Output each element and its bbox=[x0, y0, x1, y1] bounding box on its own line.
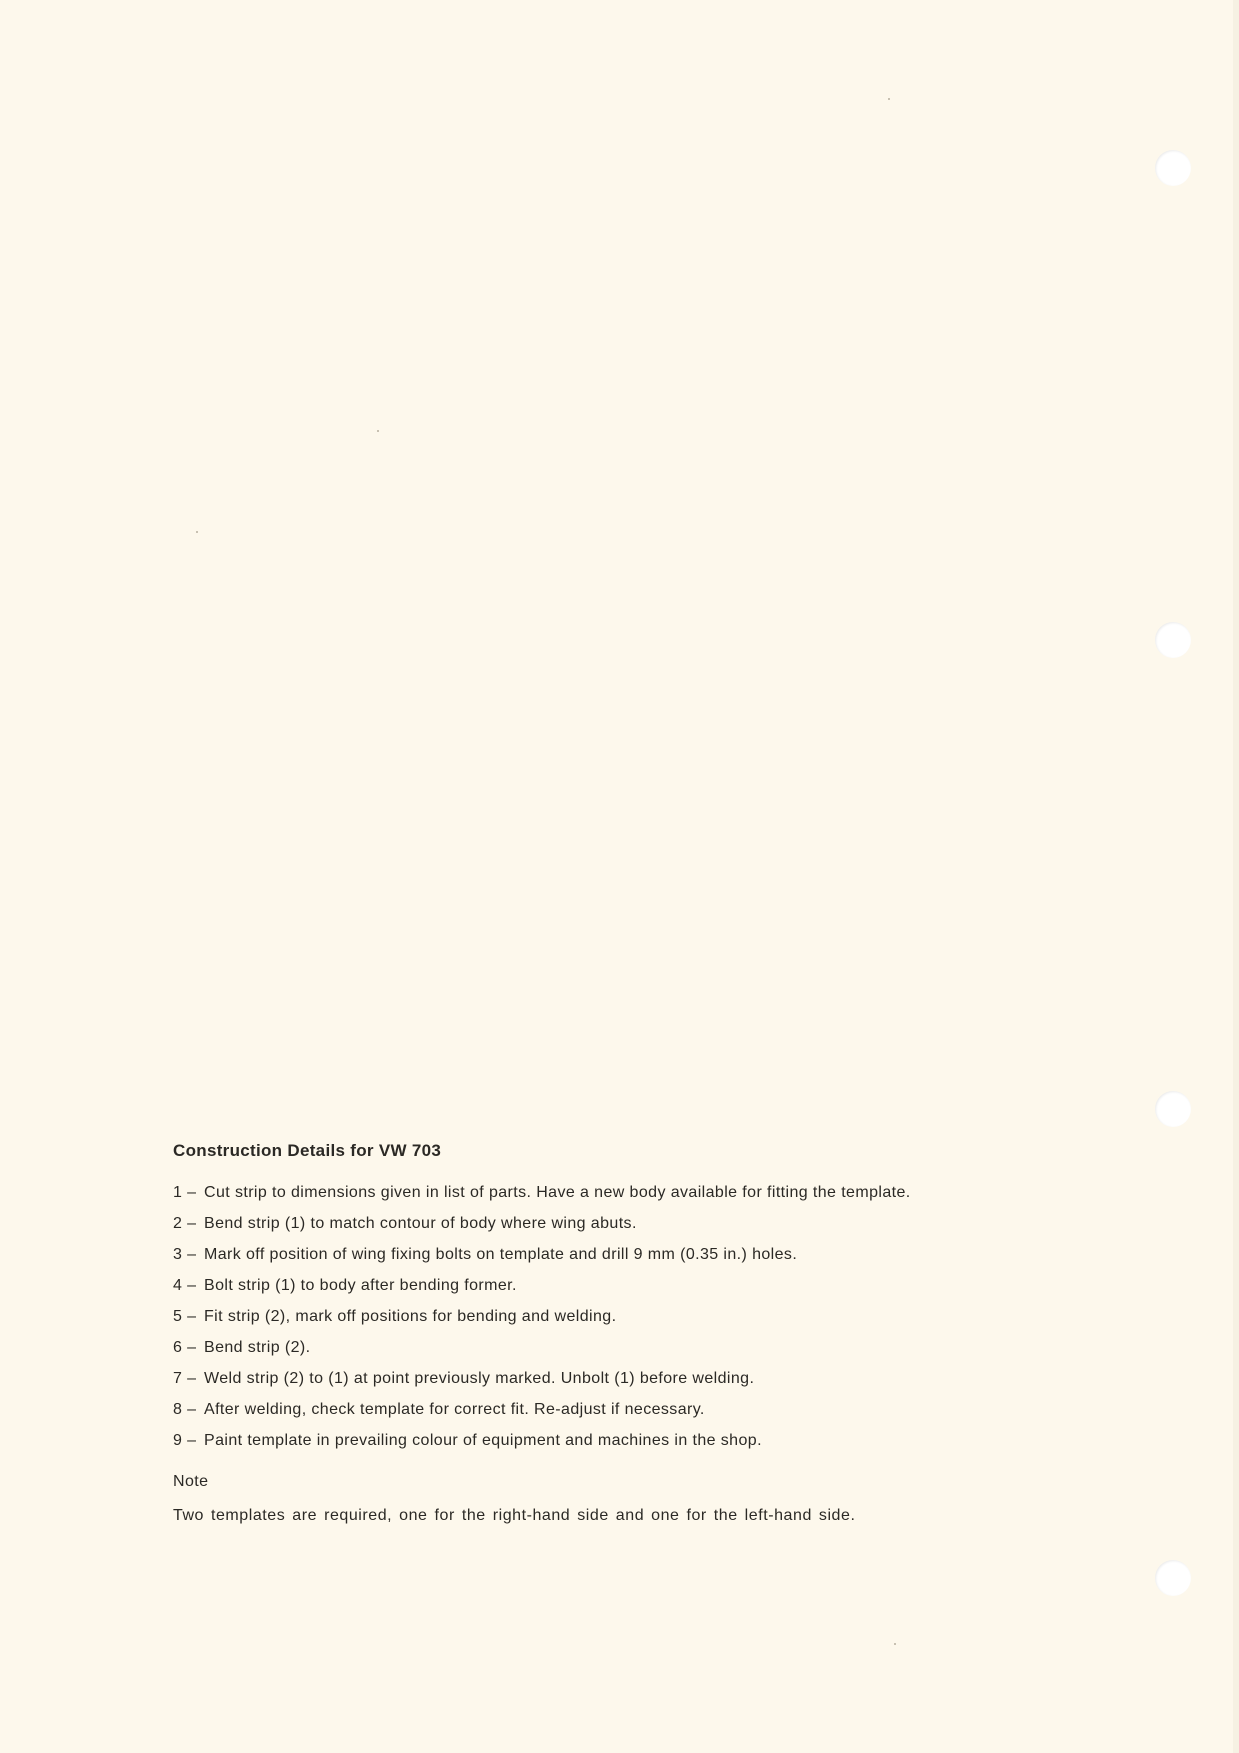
paper-speck bbox=[888, 98, 890, 100]
punch-hole-4 bbox=[1155, 1560, 1191, 1596]
step-text: Bend strip (2). bbox=[204, 1339, 311, 1356]
step-item bbox=[173, 1185, 933, 1201]
step-text: Weld strip (2) to (1) at point previously marked. Unbolt (1) before welding. bbox=[204, 1370, 755, 1387]
note-text: Two templates are required, one for the right-hand side and one for the left-hand side. bbox=[173, 1507, 856, 1524]
step-number: 2 – bbox=[173, 1215, 197, 1232]
step-item bbox=[173, 1247, 933, 1263]
step-item bbox=[173, 1278, 933, 1294]
paper-speck bbox=[377, 430, 379, 432]
punch-hole-2 bbox=[1155, 622, 1191, 658]
step-number: 3 – bbox=[173, 1246, 197, 1263]
punch-hole-1 bbox=[1155, 150, 1191, 186]
step-text: Fit strip (2), mark off positions for bending and welding. bbox=[204, 1308, 617, 1325]
page-edge bbox=[1233, 0, 1239, 1753]
step-item bbox=[173, 1309, 933, 1325]
step-text: Cut strip to dimensions given in list of parts. Have a new body available for fitting the template. bbox=[204, 1184, 911, 1201]
paper-speck bbox=[196, 531, 198, 533]
step-item bbox=[173, 1340, 933, 1356]
step-text: Paint template in prevailing colour of equipment and machines in the shop. bbox=[204, 1432, 762, 1449]
steps-list bbox=[173, 1185, 933, 1449]
section-title: Construction Details for VW 703 bbox=[173, 1141, 442, 1160]
step-number: 9 – bbox=[173, 1432, 197, 1449]
punch-hole-3 bbox=[1155, 1091, 1191, 1127]
step-text: Mark off position of wing fixing bolts on template and drill 9 mm (0.35 in.) holes. bbox=[204, 1246, 798, 1263]
step-number: 7 – bbox=[173, 1370, 197, 1387]
construction-details-section bbox=[173, 1141, 933, 1525]
step-text: Bend strip (1) to match contour of body where wing abuts. bbox=[204, 1215, 637, 1232]
step-number: 5 – bbox=[173, 1308, 197, 1325]
note-heading: Note bbox=[173, 1473, 209, 1490]
step-item bbox=[173, 1216, 933, 1232]
step-item bbox=[173, 1433, 933, 1449]
step-text: After welding, check template for correct fit. Re-adjust if necessary. bbox=[204, 1401, 705, 1418]
step-number: 8 – bbox=[173, 1401, 197, 1418]
step-item bbox=[173, 1371, 933, 1387]
paper-speck bbox=[894, 1643, 896, 1645]
step-item bbox=[173, 1402, 933, 1418]
step-number: 6 – bbox=[173, 1339, 197, 1356]
step-number: 1 – bbox=[173, 1184, 197, 1201]
step-number: 4 – bbox=[173, 1277, 197, 1294]
step-text: Bolt strip (1) to body after bending former. bbox=[204, 1277, 517, 1294]
